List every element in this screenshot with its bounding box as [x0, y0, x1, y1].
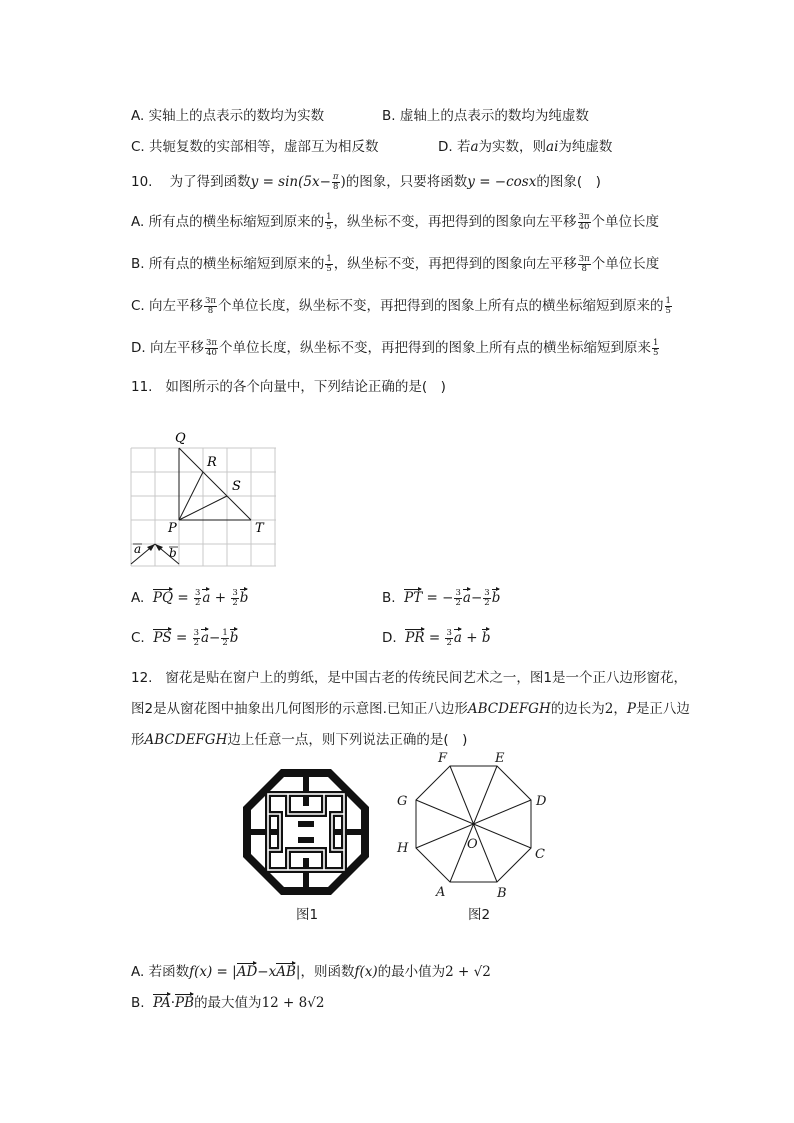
- question-number: 10.: [131, 174, 153, 190]
- vertex-c-label: C: [535, 847, 545, 862]
- q9-option-c: C. 共轭复数的实部相等，虚部互为相反数: [131, 139, 379, 155]
- vector-grid-figure: [128, 428, 278, 568]
- point-r-label: R: [207, 455, 217, 470]
- vertex-f-label: F: [438, 751, 448, 766]
- vertex-e-label: E: [495, 751, 505, 766]
- vector-a-label: a: [134, 542, 142, 556]
- q9-option-d: D. 若a为实数，则ai为纯虚数: [438, 139, 613, 155]
- q12-option-b: B. PA·PB的最大值为12 + 8√2: [131, 991, 324, 1011]
- point-q-label: Q: [175, 431, 186, 446]
- vector-b-label: b: [169, 546, 177, 560]
- q10-option-d: D. 向左平移 $\frac{3\pi}{40}$ 个单位长度，纵坐标不变，再把得到的图象上所有点的横坐标缩短到原来 $\frac{1}{5}$: [131, 337, 659, 358]
- q11-option-d: D. PR = $\frac{3}{2}$ a + b: [382, 627, 491, 648]
- q11-option-b: B. PT = − $\frac{3}{2}$ a− $\frac{3}{2}$ b: [382, 587, 501, 608]
- q12-option-a: A. 若函数f(x) = |AD−xAB|，则函数f(x)的最小值为2 + √2: [131, 960, 491, 980]
- center-o-label: O: [467, 837, 478, 852]
- vertex-g-label: G: [397, 794, 408, 809]
- q12-stem-line3: 形ABCDEFGH边上任意一点，则下列说法正确的是( ): [131, 732, 468, 748]
- q10-option-b: B. 所有点的横坐标缩短到原来的 $\frac{1}{5}$ ，纵坐标不变，再把得到的图象向左平移 $\frac{3\pi}{8}$ 个单位长度: [131, 253, 660, 274]
- q12-stem-line2: 图2是从窗花图中抽象出几何图形的示意图.已知正八边形ABCDEFGH的边长为2，P是正八边: [131, 701, 690, 717]
- q9-option-a: A. 实轴上的点表示的数均为实数: [131, 108, 325, 124]
- q9-option-b: B. 虚轴上的点表示的数均为纯虚数: [382, 108, 589, 124]
- figure-2-caption: 图2: [468, 907, 491, 923]
- vertex-d-label: D: [536, 794, 547, 809]
- q11-stem: 11. 如图所示的各个向量中，下列结论正确的是( ): [131, 379, 446, 395]
- window-flower-figure: [240, 766, 372, 898]
- question-number: 12.: [131, 670, 153, 686]
- q10-option-a: A. 所有点的横坐标缩短到原来的 $\frac{1}{5}$ ，纵坐标不变，再把得到的图象向左平移 $\frac{3\pi}{40}$ 个单位长度: [131, 211, 660, 232]
- q12-stem-line1: 12. 窗花是贴在窗户上的剪纸，是中国古老的传统民间艺术之一，图1是一个正八边形窗花，: [131, 670, 687, 686]
- q11-option-c: C. PS = $\frac{3}{2}$ a− $\frac{1}{2}$ b: [131, 627, 239, 648]
- point-p-label: P: [168, 521, 177, 536]
- octagon-figure: [390, 744, 560, 904]
- vertex-a-label: A: [436, 885, 446, 900]
- point-t-label: T: [255, 521, 264, 536]
- figure-1-caption: 图1: [296, 907, 319, 923]
- vertex-h-label: H: [397, 841, 409, 856]
- q11-option-a: A. PQ = $\frac{3}{2}$ a + $\frac{3}{2}$ b: [131, 587, 249, 608]
- question-number: 11.: [131, 379, 153, 395]
- q10-option-c: C. 向左平移 $\frac{3\pi}{8}$ 个单位长度，纵坐标不变，再把得到的图象上所有点的横坐标缩短到原来的 $\frac{1}{5}$: [131, 295, 671, 316]
- point-s-label: S: [232, 479, 241, 494]
- q10-stem: 10. 为了得到函数y = sin(5x− $\frac{\pi}{8}$ )的图象，只要将函数y = −cosx的图象( ): [131, 171, 601, 192]
- vertex-b-label: B: [497, 886, 507, 901]
